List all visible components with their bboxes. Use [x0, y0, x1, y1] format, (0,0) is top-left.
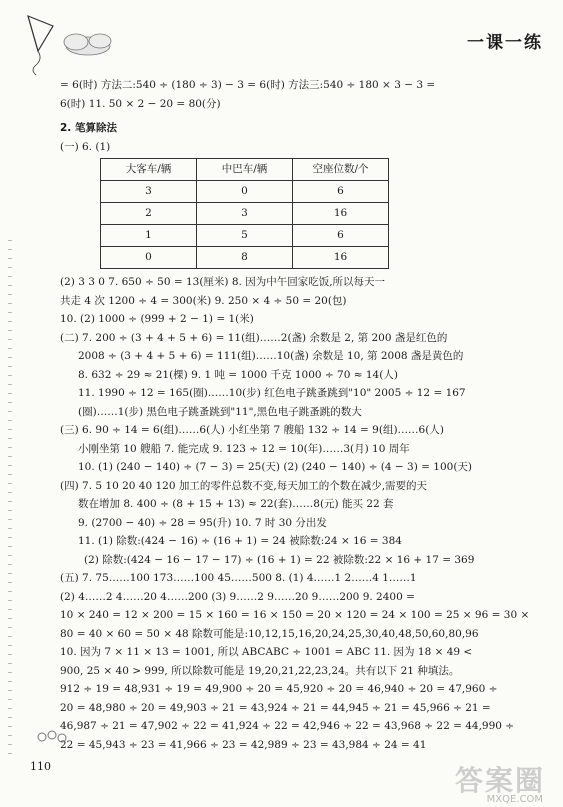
- text-line: (四) 7. 5 10 20 40 120 加工的零件总数不变,每天加工的个数在减少,需要的天: [60, 479, 428, 492]
- text-line: 10. 因为 7 × 11 × 13 = 1001, 所以 ABCABC ÷ 1001 = ABC 11. 因为 18 × 49 <: [60, 646, 473, 658]
- text-line: = 6(时) 方法二:540 ÷ (180 ÷ 3) − 3 = 6(时) 方法三:540 ÷ 180 × 3 − 3 =: [60, 79, 436, 91]
- flower-decoration: [32, 726, 72, 748]
- table-cell: 8: [197, 247, 293, 269]
- table-cell: 0: [101, 247, 197, 269]
- text-line: 8. 632 ÷ 29 ≈ 21(棵) 9. 1 吨 = 1000 千克 1000 ÷ 70 ≈ 14(人): [78, 368, 398, 381]
- table-cell: 5: [197, 225, 293, 247]
- text-line: 80 = 40 × 60 = 50 × 48 除数可能是:10,12,15,16,20,24,25,30,40,48,50,60,80,96: [60, 627, 479, 640]
- text-line: 11. (1) 除数:(424 − 16) ÷ (16 + 1) = 24 被除数:24 × 16 = 384: [78, 535, 402, 547]
- brand-title: 一课一练: [467, 33, 543, 53]
- answer-content: [60, 76, 540, 754]
- table-header-cell: 空座位数/个: [293, 159, 389, 181]
- text-line: 10. (2) 1000 ÷ (999 + 2 − 1) = 1(米): [60, 313, 254, 325]
- text-line: 900, 25 × 40 > 999, 所以除数可能是 19,20,21,22,23,24。共有以下 21 种填法。: [60, 664, 460, 677]
- text-line: (五) 7. 75……100 173……100 45……500 8. (1) 4……1 2……4 1……1: [60, 572, 417, 584]
- table-cell: 6: [293, 225, 389, 247]
- text-line: (二) 7. 200 ÷ (3 + 4 + 5 + 6) = 11(组)……2(盏) 余数是 2, 第 200 盏是红色的: [60, 331, 448, 344]
- text-line: 912 ÷ 19 = 48,931 ÷ 19 = 49,900 ÷ 20 = 45,920 ÷ 20 = 46,940 ÷ 20 = 47,960 ÷: [60, 683, 498, 695]
- table-header-cell: 中巴车/辆: [197, 159, 293, 181]
- text-line: (2) 3 3 0 7. 650 ÷ 50 = 13(厘米) 8. 因为中午回家吃饭,所以每天一: [60, 276, 386, 288]
- text-line: 共走 4 次 1200 ÷ 4 = 300(米) 9. 250 × 4 ÷ 50 = 20(包): [60, 294, 347, 307]
- text-line: 10. (1) (240 − 140) ÷ (7 − 3) = 25(天) (2) (240 − 140) ÷ (4 − 3) = 100(天): [78, 461, 473, 473]
- text-line: 10 × 240 = 12 × 200 = 15 × 160 = 16 × 150 = 20 × 120 = 24 × 100 = 25 × 96 = 30 ×: [60, 609, 530, 621]
- table-row: [101, 203, 389, 225]
- page-number: 110: [30, 760, 51, 773]
- section-title: 2. 笔算除法: [60, 122, 117, 134]
- text-line: 小刚坐第 10 艘船 7. 能完成 9. 123 ÷ 12 = 10(年)……3(月) 10 周年: [78, 442, 410, 455]
- table-cell: 3: [197, 203, 293, 225]
- text-line: 数在增加 8. 400 ÷ (8 + 15 + 13) ≈ 22(套)……8(元) 能买 22 套: [78, 498, 394, 510]
- text-line: (一) 6. (1): [60, 140, 111, 153]
- text-line: 22 = 45,943 ÷ 23 = 41,966 ÷ 23 = 42,989 ÷ 23 = 43,984 ÷ 24 = 41: [60, 738, 427, 751]
- text-line: 11. 1990 ÷ 12 = 165(圈)……10(步) 红色电子跳蚤跳到"10" 2005 ÷ 12 = 167: [78, 387, 466, 399]
- watermark-logo: 答案圈: [454, 764, 545, 797]
- text-line: (三) 6. 90 ÷ 14 = 6(组)……6(人) 小红坐第 7 艘船 132 ÷ 14 = 9(组)……6(人): [60, 424, 444, 436]
- kite-cloud-illustration: [8, 6, 128, 76]
- table-cell: 2: [101, 203, 197, 225]
- table-cell: 0: [197, 181, 293, 203]
- seat-table: [100, 158, 389, 269]
- table-header-cell: 大客车/辆: [101, 159, 197, 181]
- table-cell: 6: [293, 181, 389, 203]
- dotted-margin: [8, 240, 12, 760]
- text-line: 46,987 ÷ 21 = 47,902 ÷ 22 = 41,924 ÷ 22 = 42,946 ÷ 22 = 43,968 ÷ 22 = 44,990 ÷: [60, 720, 515, 732]
- text-line: (2) 4……2 4……20 4……200 (3) 9……2 9……20 9……200 9. 2400 =: [60, 590, 415, 603]
- text-line: 9. (2700 − 40) ÷ 28 = 95(升) 10. 7 时 30 分出发: [78, 516, 327, 529]
- text-line: 2008 ÷ (3 + 4 + 5 + 6) = 111(组)……10(盏) 余数是 10, 第 2008 盏是黄色的: [78, 350, 464, 362]
- watermark-url: MXQE.COM: [486, 794, 543, 805]
- text-line: 6(时) 11. 50 × 2 − 20 = 80(分): [60, 97, 221, 110]
- table-cell: 3: [101, 181, 197, 203]
- text-line: (2) 除数:(424 − 16 − 17 − 17) ÷ (16 + 1) = 22 被除数:22 × 16 + 17 = 369: [84, 553, 475, 566]
- table-row: [101, 225, 389, 247]
- table-cell: 16: [293, 203, 389, 225]
- text-line: 20 = 48,980 ÷ 20 = 49,903 ÷ 21 = 43,924 ÷ 21 = 44,945 ÷ 21 = 45,966 ÷ 21 =: [60, 701, 491, 714]
- table-row: [101, 181, 389, 203]
- table-header-row: [101, 159, 389, 181]
- text-line: (圈)……1(步) 黑色电子跳蚤跳到"11",黑色电子跳蚤跳的数大: [78, 405, 362, 418]
- table-cell: 1: [101, 225, 197, 247]
- table-row: [101, 247, 389, 269]
- table-cell: 16: [293, 247, 389, 269]
